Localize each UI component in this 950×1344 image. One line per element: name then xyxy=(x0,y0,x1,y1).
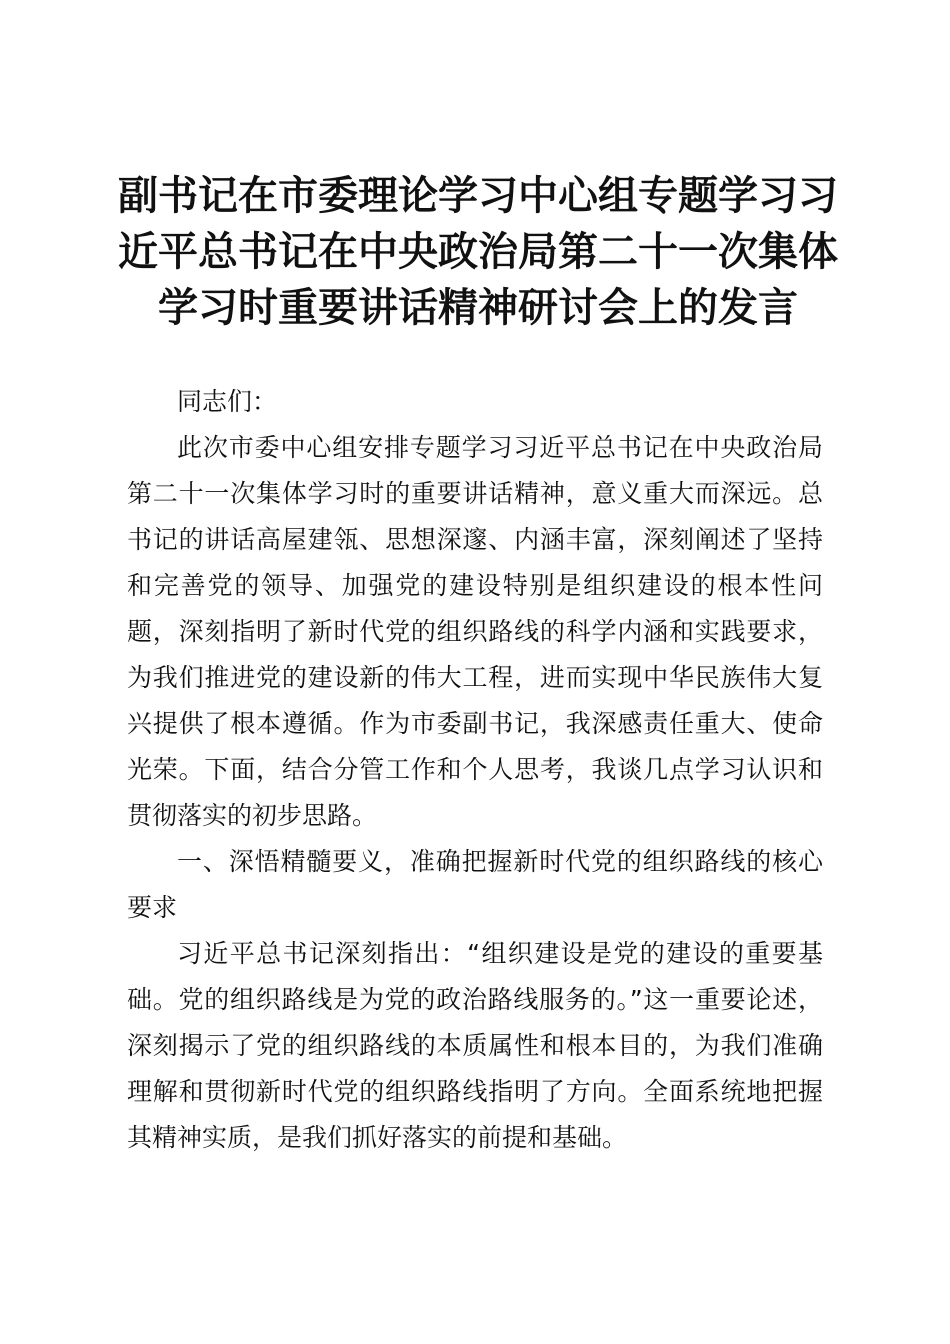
body-paragraph: 习近平总书记深刻指出：“组织建设是党的建设的重要基础。党的组织路线是为党的政治路线服务的。”这一重要论述，深刻揭示了党的组织路线的本质属性和根本目的，为我们准确理解和贯彻新时代党的组织路线指明了方向。全面系统地把握其精神实质，是我们抓好落实的前提和基础。 xyxy=(127,939,823,1152)
document-body xyxy=(127,379,823,1161)
body-paragraph: 此次市委中心组安排专题学习习近平总书记在中央政治局第二十一次集体学习时的重要讲话精神，意义重大而深远。总书记的讲话高屋建瓴、思想深邃、内涵丰富，深刻阐述了坚持和完善党的领导、加强党的建设特别是组织建设的根本性问题，深刻指明了新时代党的组织路线的科学内涵和实践要求，为我们推进党的建设新的伟大工程，进而实现中华民族伟大复兴提供了根本遵循。作为市委副书记，我深感责任重大、使命光荣。下面，结合分管工作和个人思考，我谈几点学习认识和贯彻落实的初步思路。 xyxy=(127,433,823,830)
document-title: 副书记在市委理论学习中心组专题学习习近平总书记在中央政治局第二十一次集体学习时重要讲话精神研讨会上的发言 xyxy=(118,173,838,331)
salutation: 同志们： xyxy=(177,387,278,416)
section-heading: 一、深悟精髓要义，准确把握新时代党的组织路线的核心要求 xyxy=(127,847,823,922)
